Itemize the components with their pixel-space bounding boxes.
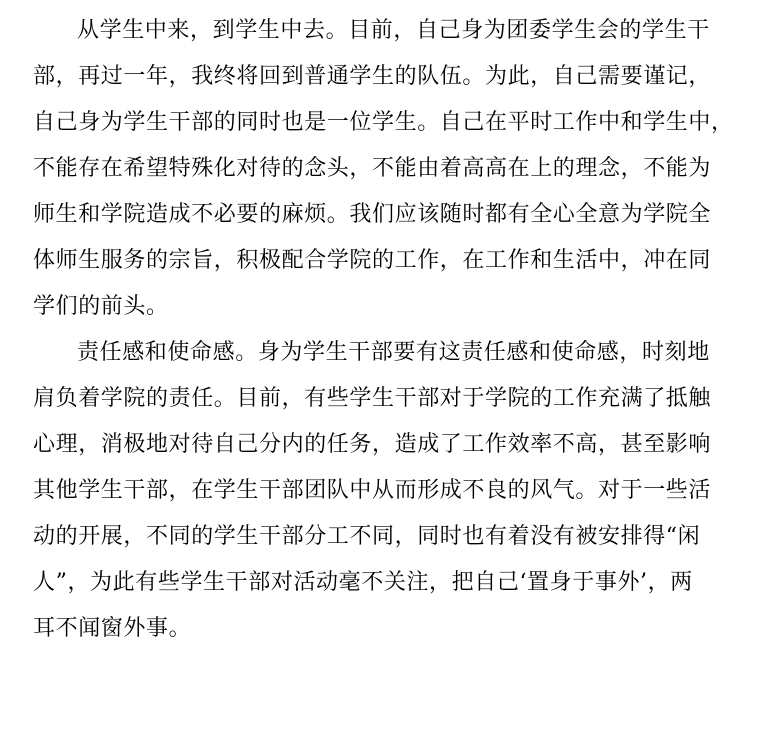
- text-line: 人”，为此有些学生干部对活动毫不关注，把自己‘置身于事外’，两: [33, 570, 693, 595]
- text-line: 自己身为学生干部的同时也是一位学生。自己在平时工作中和学生中，: [33, 110, 734, 135]
- document-body: [33, 8, 733, 652]
- text-line: 学们的前头。: [33, 294, 169, 319]
- paragraph-2: [33, 330, 733, 652]
- text-line: 肩负着学院的责任。目前，有些学生干部对于学院的工作充满了抵触: [33, 386, 712, 411]
- text-line: 师生和学院造成不必要的麻烦。我们应该随时都有全心全意为学院全: [33, 202, 712, 227]
- text-line: 其他学生干部，在学生干部团队中从而形成不良的风气。对于一些活: [33, 478, 712, 503]
- text-line: 责任感和使命感。身为学生干部要有这责任感和使命感，时刻地: [77, 340, 710, 365]
- text-line: 动的开展，不同的学生干部分工不同，同时也有着没有被安排得“闲: [33, 524, 701, 549]
- text-line: 部，再过一年，我终将回到普通学生的队伍。为此，自己需要谨记，: [33, 64, 712, 89]
- text-line: 心理，消极地对待自己分内的任务，造成了工作效率不高，甚至影响: [33, 432, 712, 457]
- text-line: 不能存在希望特殊化对待的念头，不能由着高高在上的理念，不能为: [33, 156, 712, 181]
- text-line: 从学生中来，到学生中去。目前，自己身为团委学生会的学生干: [77, 18, 710, 43]
- text-line: 体师生服务的宗旨，积极配合学院的工作，在工作和生活中，冲在同: [33, 248, 712, 273]
- text-line: 耳不闻窗外事。: [33, 616, 192, 641]
- paragraph-1: [33, 8, 733, 330]
